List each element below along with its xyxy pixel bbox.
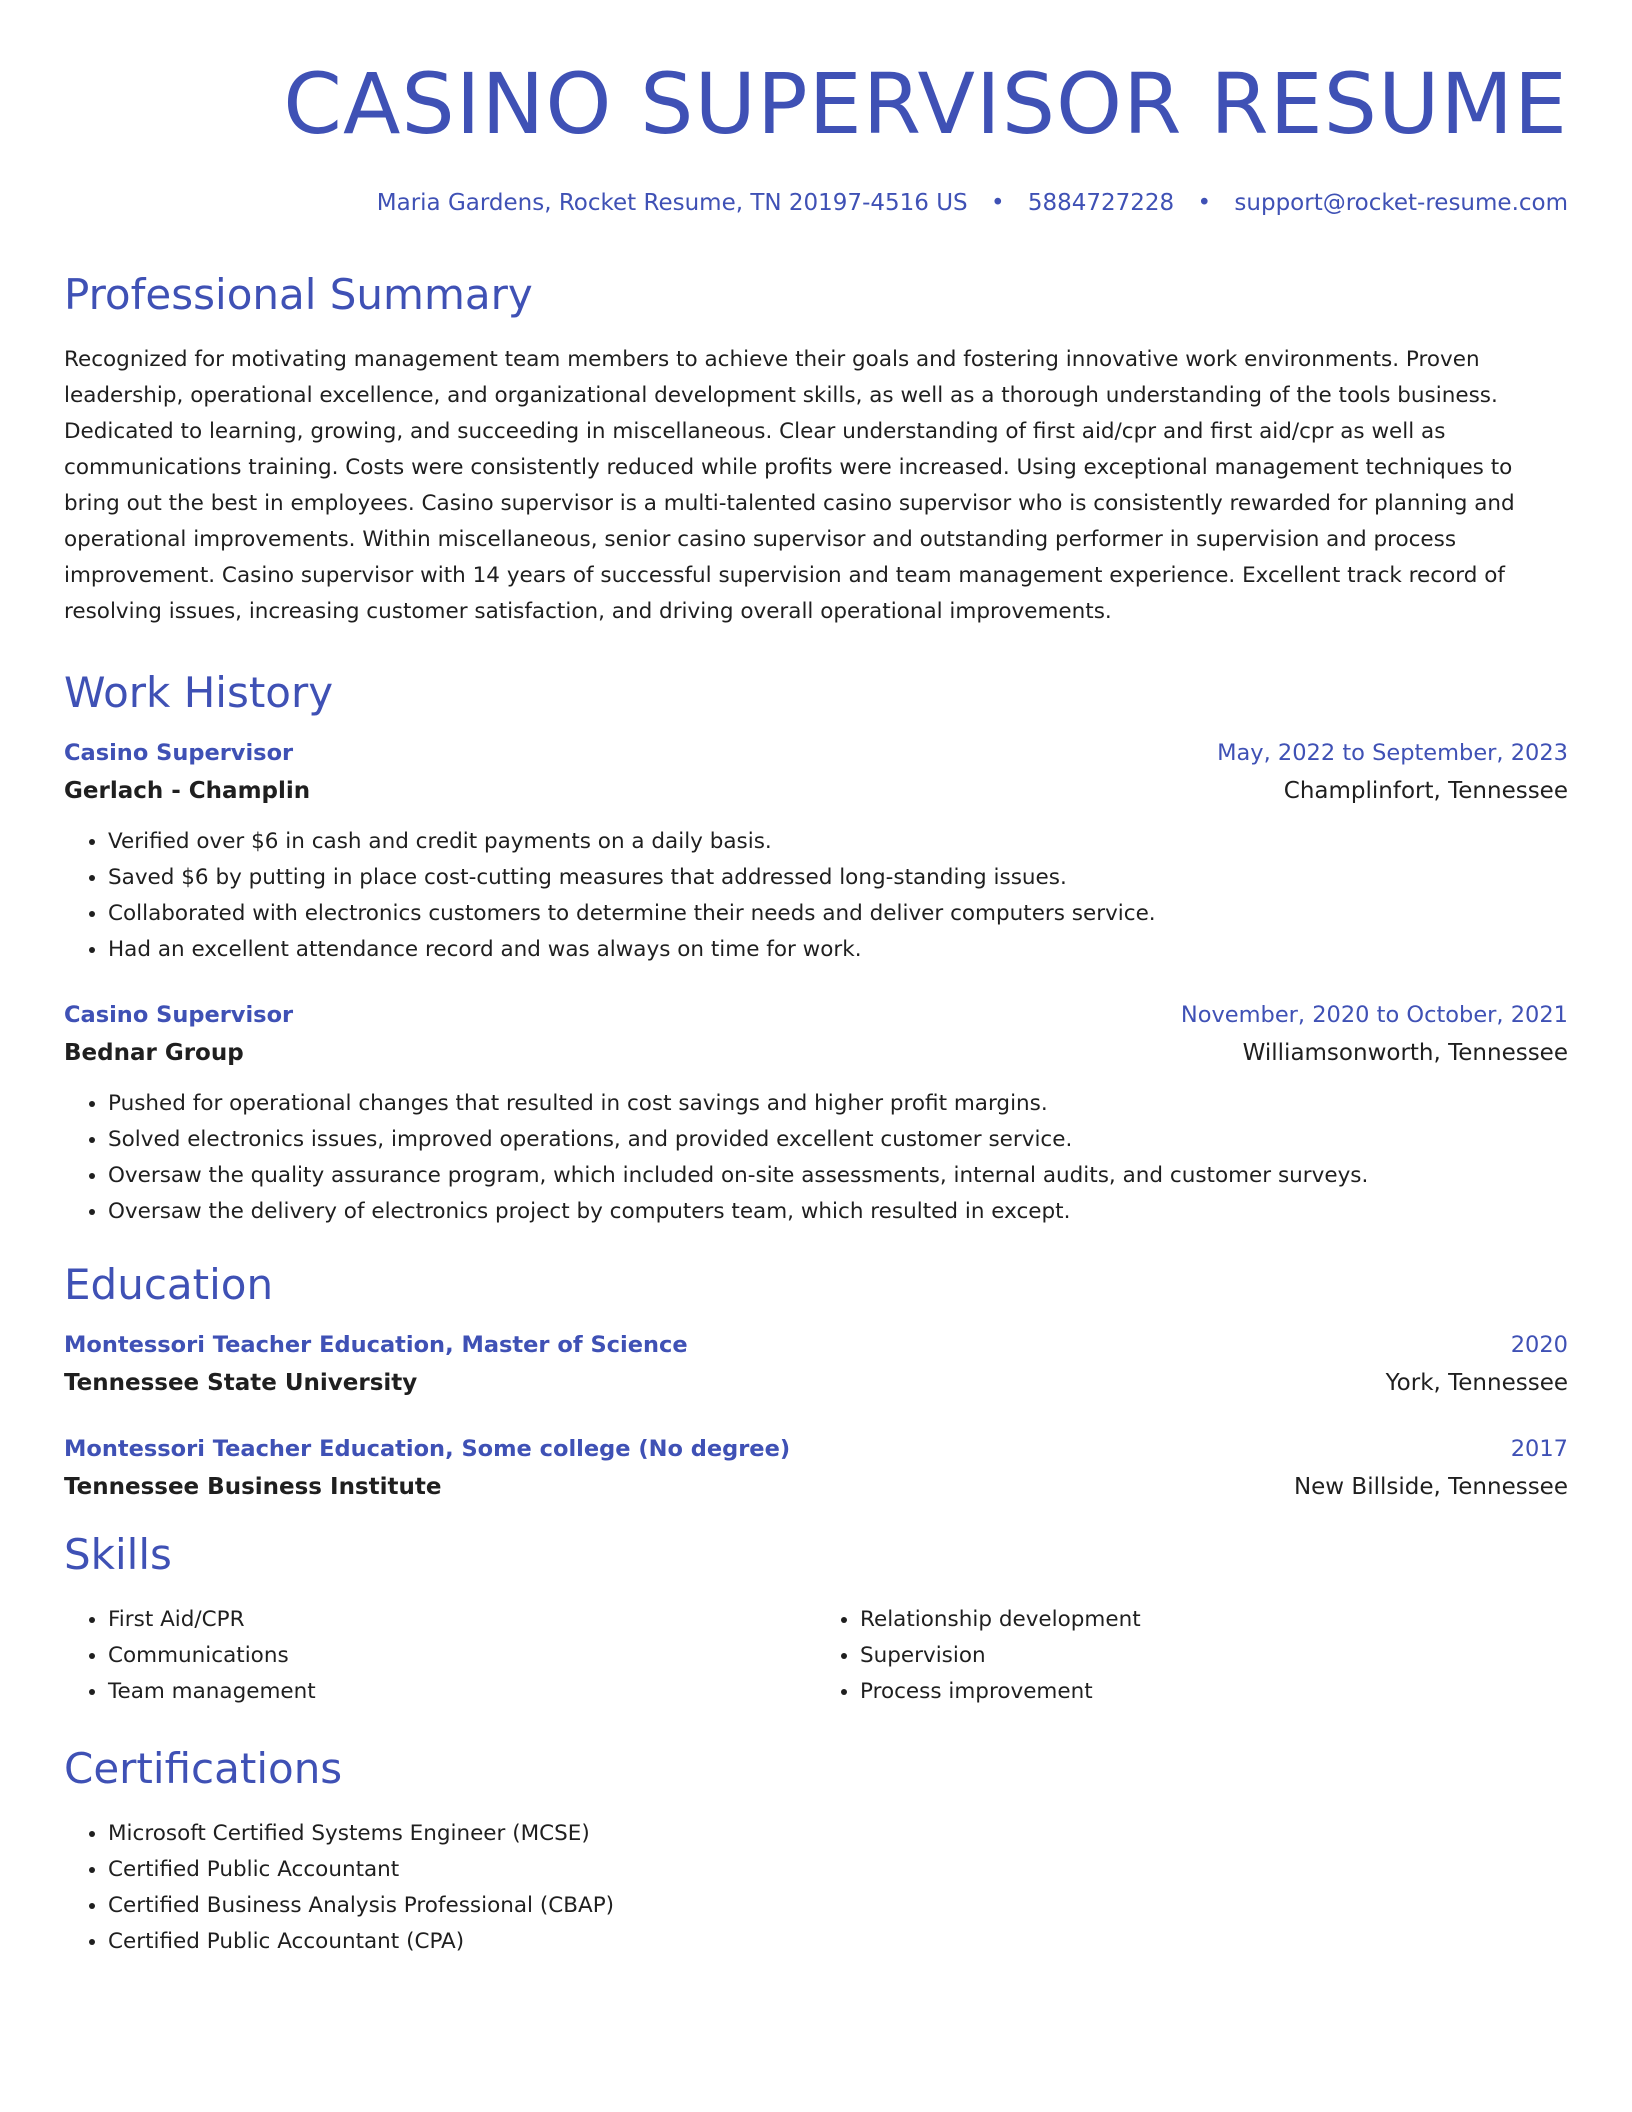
list-item: • Saved $6 by putting in place cost-cutting measures that addressed long-standing issues. <box>108 860 1568 896</box>
list-item: • Verified over $6 in cash and credit payments on a daily basis. <box>108 824 1568 860</box>
skills-column-left <box>64 1602 816 1710</box>
list-item: • Communications <box>108 1638 816 1674</box>
list-item: • Team management <box>108 1674 816 1710</box>
skills-heading: Skills <box>64 1530 172 1579</box>
job-company: Gerlach - Champlin <box>64 778 311 804</box>
job-bullets <box>64 824 1568 968</box>
list-item: • Oversaw the quality assurance program, which included on-site assessments, internal audits, and customer surveys. <box>108 1158 1568 1194</box>
list-item: • First Aid/CPR <box>108 1602 816 1638</box>
education-entry <box>64 1436 1568 1500</box>
job-role: Casino Supervisor <box>64 1002 294 1028</box>
resume-title: CASINO SUPERVISOR RESUME <box>283 55 1568 153</box>
work-history-heading: Work History <box>64 668 334 717</box>
job-location: Williamsonworth, Tennessee <box>1242 1040 1568 1066</box>
contact-email: support@rocket-resume.com <box>1234 190 1568 216</box>
list-item: • Microsoft Certified Systems Engineer (MCSE) <box>108 1816 1568 1852</box>
job-role: Casino Supervisor <box>64 740 294 766</box>
education-year: 2020 <box>1510 1332 1568 1358</box>
list-item: • Oversaw the delivery of electronics project by computers team, which resulted in except. <box>108 1194 1568 1230</box>
education-location: York, Tennessee <box>1385 1370 1568 1396</box>
job-entry <box>64 1002 1568 1230</box>
list-item: • Certified Business Analysis Professional (CBAP) <box>108 1888 1568 1924</box>
job-dates: November, 2020 to October, 2021 <box>1180 1002 1568 1028</box>
summary-text: Recognized for motivating management team members to achieve their goals and fostering innovative work environments. Proven leadership, operational excellence, and organizational development skills, as well as a thorough understanding of the tools business. Dedicated to learning, growing, and succeeding in miscellaneous. Clear understanding of first aid/cpr and first aid/cpr as well as communications training. Costs were consistently reduced while profits were increased. Using exceptional management techniques to bring out the best in employees. Casino supervisor is a multi-talented casino supervisor who is consistently rewarded for planning and operational improvements. Within miscellaneous, senior casino supervisor and outstanding performer in supervision and process improvement. Casino supervisor with 14 years of successful supervision and team management experience. Excellent track record of resolving issues, increasing customer satisfaction, and driving overall operational improvements. <box>64 347 1515 624</box>
list-item: • Had an excellent attendance record and was always on time for work. <box>108 932 1568 968</box>
contact-separator: • <box>990 190 1005 216</box>
contact-phone: 5884727228 <box>1027 190 1175 216</box>
job-entry <box>64 740 1568 968</box>
skills-column-right <box>816 1602 1568 1710</box>
skills-list <box>64 1602 1568 1710</box>
list-item: • Pushed for operational changes that resulted in cost savings and higher profit margins. <box>108 1086 1568 1122</box>
summary-heading: Professional Summary <box>64 270 533 319</box>
education-year: 2017 <box>1510 1436 1568 1462</box>
certifications-heading: Certifications <box>64 1744 343 1793</box>
education-location: New Billside, Tennessee <box>1293 1474 1568 1500</box>
list-item: • Supervision <box>860 1638 1568 1674</box>
list-item: • Solved electronics issues, improved operations, and provided excellent customer service. <box>108 1122 1568 1158</box>
job-bullets <box>64 1086 1568 1230</box>
list-item: • Certified Public Accountant <box>108 1852 1568 1888</box>
list-item: • Collaborated with electronics customers to determine their needs and deliver computers service. <box>108 896 1568 932</box>
contact-address: Maria Gardens, Rocket Resume, TN 20197-4516 US <box>376 190 968 216</box>
education-degree: Montessori Teacher Education, Some college (No degree) <box>64 1436 791 1462</box>
education-entry <box>64 1332 1568 1396</box>
education-school: Tennessee State University <box>64 1370 418 1396</box>
job-dates: May, 2022 to September, 2023 <box>1217 740 1568 766</box>
list-item: • Certified Public Accountant (CPA) <box>108 1924 1568 1960</box>
job-company: Bednar Group <box>64 1040 244 1066</box>
education-degree: Montessori Teacher Education, Master of Science <box>64 1332 688 1358</box>
contact-separator: • <box>1197 190 1212 216</box>
certifications-list <box>64 1816 1568 1960</box>
list-item: • Process improvement <box>860 1674 1568 1710</box>
contact-line <box>64 190 1568 216</box>
list-item: • Relationship development <box>860 1602 1568 1638</box>
job-location: Champlinfort, Tennessee <box>1283 778 1568 804</box>
education-school: Tennessee Business Institute <box>64 1474 442 1500</box>
education-heading: Education <box>64 1260 274 1309</box>
